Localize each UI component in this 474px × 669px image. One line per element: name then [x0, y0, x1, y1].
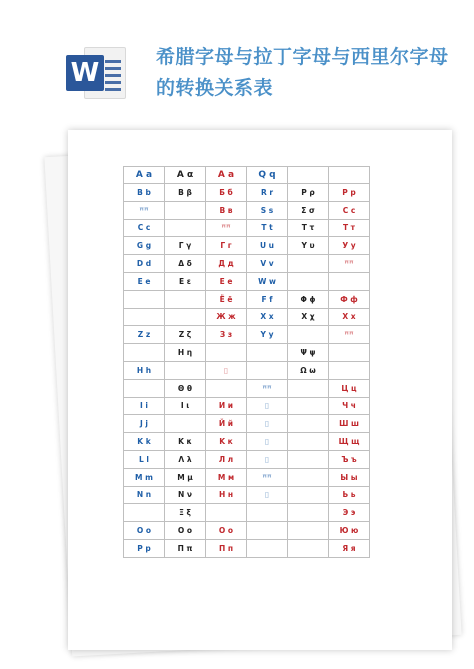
table-cell: И и — [206, 397, 247, 415]
table-cell — [288, 468, 329, 486]
table-cell: Ц ц — [329, 379, 370, 397]
table-cell: Γ γ — [165, 237, 206, 255]
table-cell: Ч ч — [329, 397, 370, 415]
table-cell: M μ — [165, 468, 206, 486]
table-row — [124, 255, 370, 273]
table-cell — [288, 255, 329, 273]
table-cell: X χ — [288, 308, 329, 326]
table-cell: C c — [124, 219, 165, 237]
table-row — [124, 415, 370, 433]
table-cell: Д д — [206, 255, 247, 273]
table-cell: ꟸꟸ — [247, 468, 288, 486]
table-cell: Y y — [247, 326, 288, 344]
table-cell: Б б — [206, 184, 247, 202]
table-row — [124, 468, 370, 486]
table-cell: Ω ω — [288, 361, 329, 379]
table-row — [124, 522, 370, 540]
table-cell: П п — [206, 539, 247, 557]
table-cell: C c — [329, 201, 370, 219]
table-cell: Л л — [206, 450, 247, 468]
table-row — [124, 450, 370, 468]
table-cell: J j — [124, 415, 165, 433]
table-cell: У у — [329, 237, 370, 255]
table-cell — [288, 379, 329, 397]
table-cell: Θ θ — [165, 379, 206, 397]
table-cell: Φ ϕ — [288, 290, 329, 308]
table-cell: P p — [329, 184, 370, 202]
table-cell — [124, 379, 165, 397]
table-cell: F f — [247, 290, 288, 308]
table-cell: Г г — [206, 237, 247, 255]
table-row — [124, 237, 370, 255]
table-cell: A a — [206, 167, 247, 184]
table-cell — [165, 290, 206, 308]
table-cell — [206, 344, 247, 362]
table-cell — [288, 415, 329, 433]
table-cell — [288, 397, 329, 415]
table-cell: Я я — [329, 539, 370, 557]
table-cell: Ж ж — [206, 308, 247, 326]
table-cell: K к — [206, 433, 247, 451]
table-cell — [165, 415, 206, 433]
table-cell: P p — [124, 539, 165, 557]
table-row — [124, 361, 370, 379]
table-cell: ▯ — [247, 415, 288, 433]
table-cell: I ι — [165, 397, 206, 415]
table-cell — [329, 361, 370, 379]
table-cell: I i — [124, 397, 165, 415]
table-cell — [206, 379, 247, 397]
table-cell: ▯ — [247, 433, 288, 451]
table-row — [124, 344, 370, 362]
table-cell — [247, 504, 288, 522]
table-cell: Y υ — [288, 237, 329, 255]
table-cell: S s — [247, 201, 288, 219]
table-cell — [288, 167, 329, 184]
table-cell: ꟸꟸ — [247, 379, 288, 397]
table-cell: T t — [247, 219, 288, 237]
table-cell — [288, 539, 329, 557]
table-row — [124, 308, 370, 326]
table-cell: T τ — [288, 219, 329, 237]
table-row — [124, 326, 370, 344]
table-cell: Ю ю — [329, 522, 370, 540]
table-cell: Σ σ — [288, 201, 329, 219]
table-cell: O o — [206, 522, 247, 540]
table-cell — [206, 504, 247, 522]
table-cell: ꟸꟸ — [124, 201, 165, 219]
table-cell: O o — [124, 522, 165, 540]
table-cell: N ν — [165, 486, 206, 504]
table-cell: P ρ — [288, 184, 329, 202]
table-cell: Ь ь — [329, 486, 370, 504]
table-cell: X x — [247, 308, 288, 326]
table-row — [124, 219, 370, 237]
table-cell: X x — [329, 308, 370, 326]
table-cell: L l — [124, 450, 165, 468]
table-cell: W w — [247, 272, 288, 290]
table-cell: Ë ë — [206, 290, 247, 308]
table-cell — [288, 433, 329, 451]
table-cell: Ъ ъ — [329, 450, 370, 468]
table-cell — [329, 272, 370, 290]
table-cell: Λ λ — [165, 450, 206, 468]
table-cell: ▯ — [247, 397, 288, 415]
table-row — [124, 379, 370, 397]
table-cell: G g — [124, 237, 165, 255]
table-row — [124, 272, 370, 290]
table-cell: K k — [124, 433, 165, 451]
table-cell: Ш ш — [329, 415, 370, 433]
table-cell: Q q — [247, 167, 288, 184]
table-cell — [165, 308, 206, 326]
table-cell: З з — [206, 326, 247, 344]
table-cell — [165, 219, 206, 237]
table-row — [124, 433, 370, 451]
table-cell — [329, 344, 370, 362]
table-row — [124, 201, 370, 219]
table-cell: D d — [124, 255, 165, 273]
table-cell: ꟸꟸ — [329, 326, 370, 344]
table-cell: H н — [206, 486, 247, 504]
table-cell — [288, 326, 329, 344]
table-cell: M m — [124, 468, 165, 486]
table-cell: ▯ — [247, 450, 288, 468]
table-cell — [329, 167, 370, 184]
alphabet-conversion-table — [123, 166, 370, 558]
table-cell — [247, 361, 288, 379]
table-cell: A a — [124, 167, 165, 184]
table-cell: H η — [165, 344, 206, 362]
table-header-row — [124, 167, 370, 184]
table-cell: E e — [124, 272, 165, 290]
table-cell: Z ζ — [165, 326, 206, 344]
table-row — [124, 504, 370, 522]
table-cell: ꟸꟸ — [206, 219, 247, 237]
table-cell: M м — [206, 468, 247, 486]
table-cell — [288, 504, 329, 522]
table-cell — [124, 308, 165, 326]
table-cell: H h — [124, 361, 165, 379]
table-cell: V v — [247, 255, 288, 273]
table-cell — [288, 522, 329, 540]
table-cell: ▯ — [247, 486, 288, 504]
table-cell — [165, 361, 206, 379]
word-badge: W — [66, 55, 104, 91]
table-cell: A α — [165, 167, 206, 184]
table-cell — [124, 290, 165, 308]
table-row — [124, 486, 370, 504]
table-cell: R r — [247, 184, 288, 202]
table-cell: Й й — [206, 415, 247, 433]
table-cell: T т — [329, 219, 370, 237]
table-cell: Z z — [124, 326, 165, 344]
table-cell: ꟸꟸ — [329, 255, 370, 273]
table-cell — [288, 450, 329, 468]
table-cell — [288, 486, 329, 504]
table-cell: Δ δ — [165, 255, 206, 273]
table-cell: B в — [206, 201, 247, 219]
table-cell — [247, 344, 288, 362]
table-cell — [124, 344, 165, 362]
table-cell: Ψ ψ — [288, 344, 329, 362]
table-cell: U u — [247, 237, 288, 255]
table-cell: Ф ф — [329, 290, 370, 308]
table-cell — [247, 539, 288, 557]
table-cell: Щ щ — [329, 433, 370, 451]
table-cell: B b — [124, 184, 165, 202]
table-cell — [124, 504, 165, 522]
table-row — [124, 539, 370, 557]
table-row — [124, 184, 370, 202]
table-cell: Π π — [165, 539, 206, 557]
table-cell: N n — [124, 486, 165, 504]
word-icon — [66, 43, 128, 103]
table-cell: K κ — [165, 433, 206, 451]
table-cell: E ε — [165, 272, 206, 290]
table-cell — [165, 201, 206, 219]
table-cell: Ξ ξ — [165, 504, 206, 522]
page-title: 希腊字母与拉丁字母与西里尔字母的转换关系表 — [156, 46, 449, 99]
table-cell — [247, 522, 288, 540]
table-cell: Э э — [329, 504, 370, 522]
table-cell: O o — [165, 522, 206, 540]
table-cell: Ы ы — [329, 468, 370, 486]
table-cell: ▯ — [206, 361, 247, 379]
table-cell: B β — [165, 184, 206, 202]
table-row — [124, 290, 370, 308]
table-cell — [288, 272, 329, 290]
table-row — [124, 397, 370, 415]
table-cell: E e — [206, 272, 247, 290]
